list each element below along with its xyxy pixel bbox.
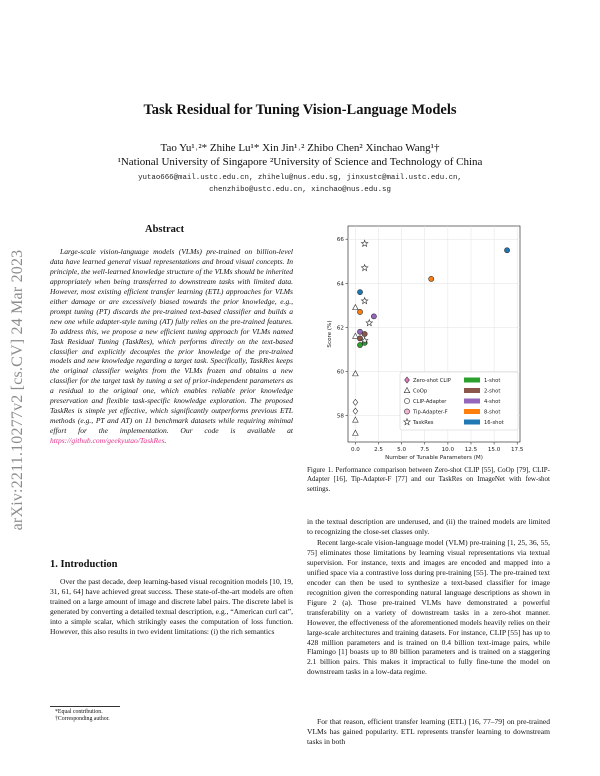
x-tick-label: 15.0 [487,447,501,453]
x-axis-label: Number of Tunable Parameters (M) [385,455,483,461]
y-tick-label: 58 [336,413,344,420]
data-point-clip-adapter [357,290,362,295]
y-tick-label: 62 [336,325,344,332]
x-tick-label: 12.5 [464,447,478,453]
legend-marker-method [404,398,409,403]
intro-paragraph: Over the past decade, deep learning-based visual recognition models [10, 19, 31, 61, 64] have achieved great success. These state-of-the-art models are often trained on a large amount of image and discrete label pairs. The discrete label is generated by converting a detailed textual description, e.g., “American curl cat”, into a simple scalar, which strikingly eases the computation of loss function. However, this also results in two evident limitations: (i) the rich semantics [50,577,293,636]
arxiv-stamp [8,200,28,580]
author-list: Tao Yu¹˒²* Zhihe Lu¹* Xin Jin¹˒² Zhibo Chen² Xinchao Wang¹† [160,142,440,154]
data-point-coop [353,417,359,422]
x-tick-label: 0.0 [350,447,360,453]
y-axis-label: Score (%) [327,320,333,348]
legend-label-method: CLIP-Adapter [413,399,447,405]
right-paragraph-1: in the textual description are underused, and (ii) the trained models are limited to recognizing the close-set classes only. [307,517,550,536]
legend-label-method: Tip-Adapter-F [413,409,448,416]
x-tick-label: 7.5 [420,447,430,453]
legend-label-shot: 4-shot [484,399,501,405]
x-tick-label: 2.5 [374,447,383,453]
data-point-coop [353,430,359,435]
x-tick-label: 5.0 [397,447,407,453]
data-point-taskres [366,320,372,326]
abstract-heading: Abstract [145,224,185,235]
legend-label-shot: 1-shot [484,378,501,384]
legend-label-shot: 2-shot [484,388,501,395]
legend-label-method: Zero-shot CLIP [413,378,451,384]
x-tick-label: 10.0 [441,447,455,453]
right-paragraph-3: For that reason, efficient transfer learning (ETL) [16, 77–79] on pre-trained VLMs has gained popularity. ETL represents transfer learning to downstream tasks in both [307,717,550,746]
code-link[interactable]: https://github.com/geekyutao/TaskRes [50,436,165,446]
legend-label-method: CoOp [413,388,428,395]
legend-swatch-shot [464,388,480,393]
legend-swatch-shot [464,409,480,414]
email-line-2: chenzhibo@ustc.edu.cn, xinchao@nus.edu.sg [209,186,391,194]
affiliations: ¹National University of Singapore ²University of Science and Technology of China [117,156,483,168]
abstract-text: Large-scale vision-language models (VLMs) pre-trained on billion-level data have learned general visual representations and broad visual concepts. In principle, the well-learned knowledge structure of the VLMs should be inherited appropriately when being transferred to downstream tasks with limited data. However, most existing efficient transfer learning (ETL) approaches for VLMs either damage or are excessively biased towards the prior knowledge, e.g., prompt tuning (PT) discards the pre-trained text-based classifier and builds a new one while adapter-style tuning (AT) fully relies on the pre-trained features. To address this, we propose a new efficient tuning approach for VLMs named Task Residual Tuning (TaskRes), which performs directly on the text-based classifier and explicitly decouples the prior knowledge of the pre-trained models and new knowledge regarding a target task. Specifically, TaskRes keeps the original classifier weights from the VLMs frozen and obtains a new classifier for the target task by tuning a set of prior-independent parameters as a residual to the original one, which enables reliable prior knowledge preservation and flexible task-specific knowledge exploration. The proposed TaskRes is simple yet effective, which significantly outperforms previous ETL methods (e.g., PT and AT) on 11 benchmark datasets while requiring minimal effort for the implementation. Our code is available at [50,247,293,436]
legend-swatch-shot [464,399,480,404]
data-point-tip-adapter-f [371,314,376,319]
y-tick-label: 60 [336,369,344,376]
data-point-clip-adapter [357,309,362,314]
data-point-tip-adapter-f [429,276,434,281]
data-point-taskres [361,298,367,304]
legend-label-method: TaskRes [413,420,434,426]
data-point-tip-adapter-f [504,248,509,253]
right-paragraph-2: Recent large-scale vision-language model (VLM) pre-training [1, 25, 36, 55, 75] eliminates those limitations by learning visual representations via textual supervision. For instance, texts and images are encoded and mapped into a unified space via a contrastive loss during pre-training [55]. The pre-trained text encoder can then be used to synthesize a text-based classifier for image recognition given the corresponding natural language descriptions as shown in Figure 2 (a). Those pre-trained VLMs have demonstrated a powerful transferability on a variety of downstream tasks in a zero-shot manner. However, the effectiveness of the aforementioned models heavily relies on their large-scale architectures and training datasets. For instance, CLIP [55] has up to 428 million parameters and is trained on 0.4 billion text-image pairs, while Flamingo [1] boasts up to 80 billion parameters and is trained on a staggering 2.1 billion pairs. This makes it impractical to fully fine-tune the model on downstream tasks in a low-data regime. [307,538,550,677]
legend-label-shot: 16-shot [484,420,504,426]
email-line-1: yutao666@mail.ustc.edu.cn, zhihelu@nus.edu.sg, jinxustc@mail.ustc.edu.cn, [138,174,462,182]
data-point-zero-shot-clip [353,399,358,405]
abstract-body: Large-scale vision-language models (VLMs) pre-trained on billion-level data have learned general visual representations and broad visual concepts. In principle, the well-learned knowledge structure of the VLMs should be inherited appropriately when being transferred to downstream tasks with limited data. However, most existing efficient transfer learning (ETL) approaches for VLMs either damage or are excessively biased towards the prior knowledge, e.g., prompt tuning (PT) discards the pre-trained text-based classifier and builds a new one while adapter-style tuning (AT) fully relies on the pre-trained features. To address this, we propose a new efficient tuning approach for VLMs named Task Residual Tuning (TaskRes), which performs directly on the text-based classifier and explicitly decouples the prior knowledge of the pre-trained models and new knowledge regarding a target task. Specifically, TaskRes keeps the original classifier weights from the VLMs frozen and obtains a new classifier for the target task by tuning a set of prior-independent parameters as a residual to the original one, which enables reliable prior knowledge preservation and flexible task-specific knowledge exploration. The proposed TaskRes is simple yet effective, which significantly outperforms previous ETL methods (e.g., PT and AT) on 11 benchmark datasets while requiring minimal effort for the implementation. Our code is available at https://github.com/geekyutao/TaskRes. [50,247,293,446]
legend-swatch-shot [464,420,480,425]
paper-title: Task Residual for Tuning Vision-Language Models [143,102,457,118]
data-point-taskres [361,240,367,246]
x-tick-label: 17.5 [510,447,524,453]
footnote-corresponding-author: †Corresponding author. [55,716,110,722]
figure-1-chart [308,222,530,462]
data-point-tip-adapter-f [362,331,367,336]
arxiv-stamp-text: arXiv:2211.10277v2 [cs.CV] 24 Mar 2023 [9,249,26,531]
legend-label-shot: 8-shot [484,409,501,416]
data-point-coop [353,305,359,310]
footnote-rule [50,706,120,707]
legend-swatch-shot [464,378,480,383]
data-point-zero-shot-clip [353,408,358,414]
data-point-taskres [361,264,367,270]
figure-1-caption: Figure 1. Performance comparison between Zero-shot CLIP [55], CoOp [79], CLIP-Adapter [16], Tip-Adapter-F [77] and our TaskRes on ImageNet with few-shot settings. [307,466,550,493]
y-tick-label: 66 [336,237,344,244]
intro-heading: 1. Introduction [50,559,118,570]
y-tick-label: 64 [336,281,344,288]
footnote-equal-contribution: *Equal contribution. [55,709,103,715]
legend-marker-method [404,409,409,414]
